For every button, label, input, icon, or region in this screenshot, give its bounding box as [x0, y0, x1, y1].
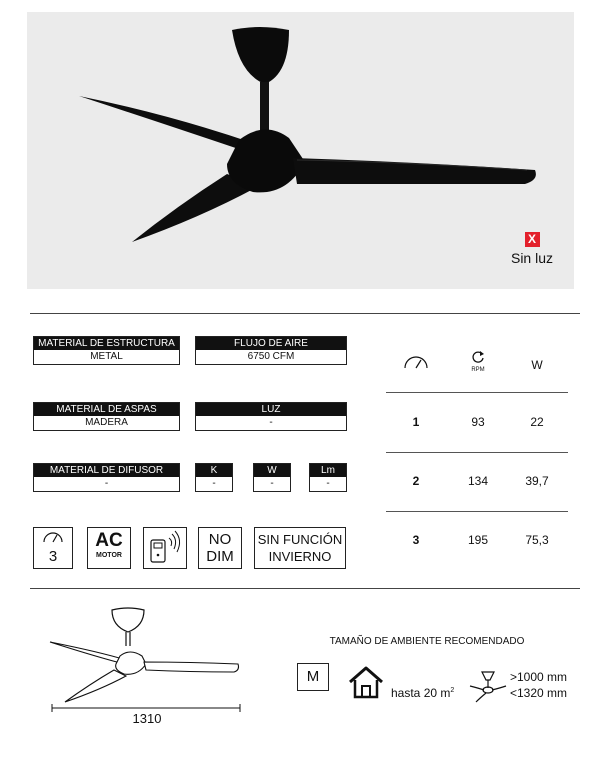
table-divider: [386, 392, 568, 393]
rpm-header: [458, 350, 498, 373]
rpm-label: RPM: [471, 367, 485, 373]
row-1-rpm: 93: [471, 415, 485, 429]
spec-blade-material: [33, 402, 180, 431]
room-size-code: M: [297, 663, 329, 691]
row-2-speed: 2: [412, 474, 420, 488]
spec-label: MATERIAL DE ASPAS: [34, 403, 179, 416]
remote-control-icon: [145, 528, 185, 566]
spec-structure-material: [33, 336, 180, 365]
speedometer-icon: [403, 356, 429, 370]
spec-kelvin: [195, 463, 233, 492]
spec-label: LUZ: [196, 403, 346, 416]
table-divider: [386, 452, 568, 453]
watt-header: W: [531, 358, 543, 372]
spec-light: [195, 402, 347, 431]
ac-subtitle: MOTOR: [96, 552, 122, 559]
spec-airflow: [195, 336, 347, 365]
no-dim-line-1: NO: [208, 531, 232, 548]
speedometer-icon: [42, 531, 64, 543]
row-2-watts: 39,7: [525, 474, 549, 488]
top-divider: [30, 313, 580, 314]
room-area: [391, 686, 454, 700]
row-2-rpm: 134: [467, 474, 489, 488]
spec-diffuser-material: [33, 463, 180, 492]
no-light-label: Sin luz: [510, 250, 554, 266]
spec-value: -: [34, 477, 179, 491]
bottom-divider: [30, 588, 580, 589]
spec-watts: [253, 463, 291, 492]
no-dim-line-2: DIM: [206, 548, 234, 565]
red-x-icon: X: [525, 232, 540, 247]
row-3-speed: 3: [412, 533, 420, 547]
room-area-unit-exponent: 2: [450, 687, 455, 694]
speeds-feature: [33, 527, 73, 569]
row-1-watts: 22: [530, 415, 544, 429]
winter-function-feature: [254, 527, 346, 569]
room-size-title: TAMAÑO DE AMBIENTE RECOMENDADO: [329, 636, 525, 647]
room-area-text: hasta 20 m: [391, 686, 451, 700]
speeds-count: 3: [48, 548, 58, 565]
table-divider: [386, 511, 568, 512]
row-1-speed: 1: [412, 415, 420, 429]
spec-value: 6750 CFM: [196, 350, 346, 364]
ac-title: AC: [95, 530, 123, 551]
row-3-watts: 75,3: [525, 533, 549, 547]
rotation-icon: [471, 350, 485, 364]
diameter-value: 1310: [132, 711, 162, 726]
spec-value: MADERA: [34, 416, 179, 430]
height-min: >1000 mm: [510, 670, 568, 684]
spec-lumens: [309, 463, 347, 492]
spec-value: -: [254, 477, 290, 491]
spec-value: -: [310, 477, 346, 491]
spec-label: MATERIAL DE DIFUSOR: [34, 464, 179, 477]
spec-value: METAL: [34, 350, 179, 364]
fan-outline-icon: [40, 604, 250, 714]
spec-label: K: [196, 464, 232, 477]
spec-value: -: [196, 416, 346, 430]
ac-motor-feature: [87, 527, 131, 569]
height-max: <1320 mm: [510, 686, 568, 700]
ceiling-fan-height-icon: [468, 668, 508, 709]
speed-header: [396, 356, 436, 373]
ceiling-fan-illustration: [27, 12, 574, 289]
no-dim-feature: [198, 527, 242, 569]
winter-line-2: INVIERNO: [268, 549, 332, 564]
fan-dimension-drawing: [40, 604, 250, 714]
row-3-rpm: 195: [467, 533, 489, 547]
spec-label: W: [254, 464, 290, 477]
house-icon: [346, 664, 386, 705]
no-light-badge: [497, 230, 567, 266]
product-image: [27, 12, 574, 289]
spec-label: Lm: [310, 464, 346, 477]
spec-label: FLUJO DE AIRE: [196, 337, 346, 350]
spec-label: MATERIAL DE ESTRUCTURA: [34, 337, 179, 350]
winter-line-1: SIN FUNCIÓN: [257, 532, 343, 547]
remote-control-feature: [143, 527, 187, 569]
mounting-height: [510, 669, 567, 701]
spec-value: -: [196, 477, 232, 491]
